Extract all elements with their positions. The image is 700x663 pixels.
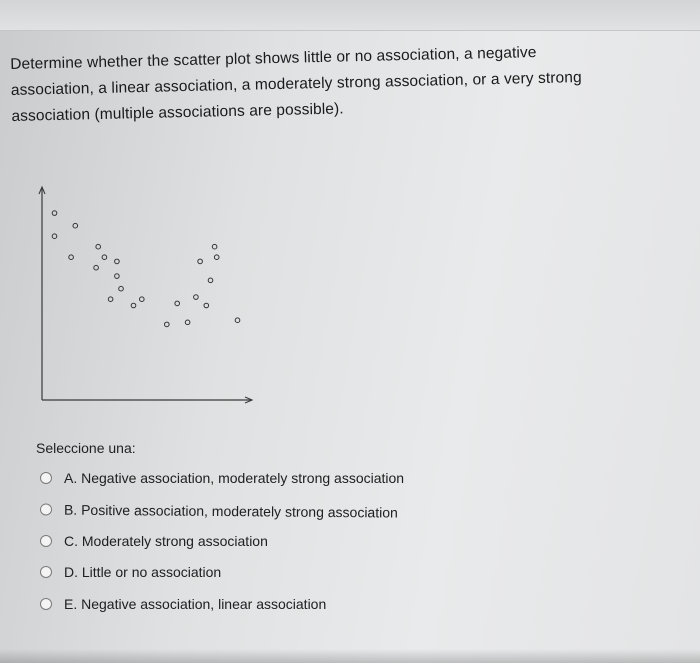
scatter-plot — [26, 182, 258, 412]
scatter-point — [140, 297, 145, 302]
option-c[interactable] — [40, 533, 268, 549]
scatter-point — [204, 303, 209, 308]
scatter-point — [115, 274, 120, 279]
option-e[interactable] — [40, 596, 326, 612]
scatter-point — [73, 223, 78, 228]
scatter-point — [131, 303, 136, 308]
select-one-label: Seleccione una: — [36, 440, 136, 456]
scatter-point — [185, 320, 190, 325]
radio-d[interactable] — [40, 566, 52, 578]
scatter-point — [165, 322, 170, 327]
scatter-point — [175, 301, 180, 306]
option-b[interactable] — [40, 501, 398, 520]
option-b-label: B. Positive association, moderately strong association — [63, 501, 398, 521]
scatter-point — [52, 234, 57, 239]
scatter-point — [208, 278, 213, 283]
scatter-point — [119, 286, 124, 291]
option-e-label: E. Negative association, linear association — [64, 596, 327, 612]
scatter-point — [194, 295, 199, 300]
radio-a[interactable] — [40, 472, 52, 484]
option-d-label: D. Little or no association — [64, 564, 222, 580]
option-d[interactable] — [40, 564, 221, 580]
option-c-label: C. Moderately strong association — [64, 533, 268, 549]
radio-b[interactable] — [40, 503, 52, 515]
radio-e[interactable] — [40, 598, 52, 610]
scatter-point — [96, 244, 101, 249]
scatter-point — [115, 259, 120, 264]
bottom-shadow — [0, 649, 700, 663]
option-a-label: A. Negative association, moderately strong association — [64, 470, 405, 486]
scatter-point — [102, 255, 107, 260]
scatter-point — [214, 255, 219, 260]
scatter-point — [235, 318, 240, 323]
scatter-point — [108, 297, 113, 302]
scatter-point — [198, 259, 203, 264]
scatter-point — [212, 244, 217, 249]
scatter-point — [69, 255, 74, 260]
top-band — [0, 0, 700, 31]
option-a[interactable] — [40, 470, 404, 486]
radio-c[interactable] — [40, 535, 52, 547]
question-text: Determine whether the scatter plot shows little or no association, a negative association, a linear association, a moderately strong association, or a very strong association (multiple associations are possible). — [10, 44, 582, 125]
scatter-point — [94, 265, 99, 270]
scatter-point — [52, 211, 57, 216]
